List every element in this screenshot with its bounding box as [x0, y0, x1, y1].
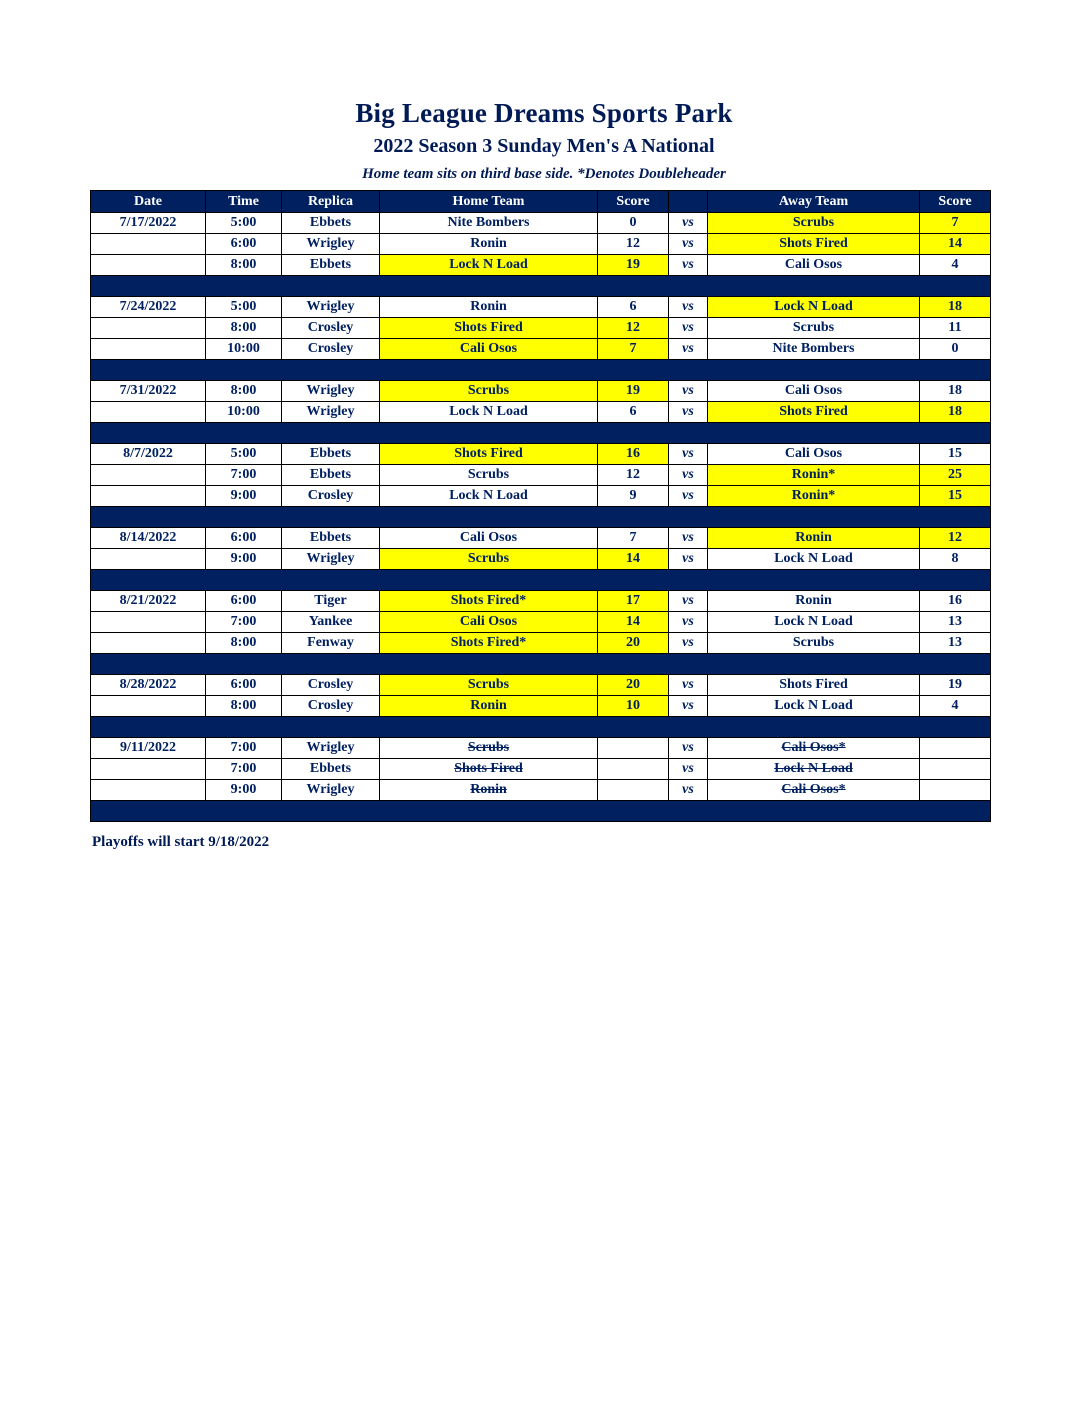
away-team-cell: Lock N Load — [708, 297, 920, 318]
game-row — [91, 759, 991, 780]
date-cell: 9/11/2022 — [91, 738, 206, 759]
away-team-cell: Cali Osos — [708, 444, 920, 465]
date-cell — [91, 255, 206, 276]
game-row — [91, 255, 991, 276]
time-cell: 7:00 — [206, 738, 282, 759]
vs-cell: vs — [669, 738, 708, 759]
game-row — [91, 612, 991, 633]
time-cell: 9:00 — [206, 486, 282, 507]
away-team-cell: Lock N Load — [708, 696, 920, 717]
separator-bar — [91, 570, 991, 591]
playoffs-footer-note: Playoffs will start 9/18/2022 — [92, 834, 270, 850]
date-cell — [91, 486, 206, 507]
away-score-cell: 15 — [920, 486, 991, 507]
vs-cell: vs — [669, 486, 708, 507]
away-team-cell: Ronin* — [708, 486, 920, 507]
vs-cell: vs — [669, 591, 708, 612]
column-header-score: Score — [598, 191, 669, 213]
away-score-cell: 13 — [920, 633, 991, 654]
replica-cell: Wrigley — [282, 402, 380, 423]
column-header-replica: Replica — [282, 191, 380, 213]
home-team-cell: Scrubs — [380, 465, 598, 486]
vs-cell: vs — [669, 633, 708, 654]
date-cell — [91, 549, 206, 570]
time-cell: 7:00 — [206, 612, 282, 633]
away-score-cell: 0 — [920, 339, 991, 360]
home-team-cell: Lock N Load — [380, 486, 598, 507]
date-cell — [91, 465, 206, 486]
home-score-cell: 19 — [598, 255, 669, 276]
away-score-cell: 16 — [920, 591, 991, 612]
home-score-cell — [598, 759, 669, 780]
home-score-cell — [598, 780, 669, 801]
time-cell: 6:00 — [206, 675, 282, 696]
column-header-time: Time — [206, 191, 282, 213]
schedule-table — [90, 190, 991, 822]
date-cell — [91, 759, 206, 780]
away-score-cell: 12 — [920, 528, 991, 549]
home-score-cell: 6 — [598, 297, 669, 318]
replica-cell: Crosley — [282, 486, 380, 507]
time-cell: 8:00 — [206, 381, 282, 402]
away-score-cell: 11 — [920, 318, 991, 339]
vs-cell: vs — [669, 759, 708, 780]
time-cell: 6:00 — [206, 528, 282, 549]
home-score-cell: 6 — [598, 402, 669, 423]
away-team-cell: Cali Osos — [708, 381, 920, 402]
replica-cell: Ebbets — [282, 528, 380, 549]
away-score-cell: 4 — [920, 255, 991, 276]
away-score-cell: 4 — [920, 696, 991, 717]
date-cell: 8/7/2022 — [91, 444, 206, 465]
home-team-cell: Shots Fired — [380, 759, 598, 780]
home-score-cell: 12 — [598, 234, 669, 255]
game-row — [91, 675, 991, 696]
away-team-cell: Lock N Load — [708, 759, 920, 780]
game-row — [91, 318, 991, 339]
away-score-cell — [920, 759, 991, 780]
home-score-cell: 20 — [598, 675, 669, 696]
column-header-away-team: Away Team — [708, 191, 920, 213]
home-team-cell: Scrubs — [380, 675, 598, 696]
game-row — [91, 780, 991, 801]
away-team-cell: Shots Fired — [708, 234, 920, 255]
game-row — [91, 297, 991, 318]
schedule-table-body — [91, 213, 991, 822]
home-score-cell: 14 — [598, 612, 669, 633]
replica-cell: Wrigley — [282, 780, 380, 801]
vs-cell: vs — [669, 318, 708, 339]
home-team-cell: Nite Bombers — [380, 213, 598, 234]
home-team-cell: Shots Fired — [380, 444, 598, 465]
time-cell: 5:00 — [206, 297, 282, 318]
replica-cell: Crosley — [282, 675, 380, 696]
away-score-cell: 15 — [920, 444, 991, 465]
home-score-cell: 7 — [598, 339, 669, 360]
date-cell — [91, 339, 206, 360]
home-score-cell: 10 — [598, 696, 669, 717]
home-score-cell: 16 — [598, 444, 669, 465]
home-score-cell: 0 — [598, 213, 669, 234]
separator-row — [91, 423, 991, 444]
date-cell — [91, 780, 206, 801]
time-cell: 8:00 — [206, 633, 282, 654]
date-cell: 7/31/2022 — [91, 381, 206, 402]
replica-cell: Wrigley — [282, 234, 380, 255]
home-score-cell: 7 — [598, 528, 669, 549]
replica-cell: Crosley — [282, 339, 380, 360]
date-cell — [91, 612, 206, 633]
away-score-cell: 7 — [920, 213, 991, 234]
game-row — [91, 381, 991, 402]
away-team-cell: Lock N Load — [708, 549, 920, 570]
separator-row — [91, 360, 991, 381]
column-header-vs-spacer — [669, 191, 708, 213]
home-score-cell: 19 — [598, 381, 669, 402]
page-title: Big League Dreams Sports Park — [355, 98, 733, 128]
replica-cell: Wrigley — [282, 297, 380, 318]
date-cell: 8/21/2022 — [91, 591, 206, 612]
away-score-cell: 13 — [920, 612, 991, 633]
home-team-cell: Cali Osos — [380, 612, 598, 633]
replica-cell: Ebbets — [282, 465, 380, 486]
away-team-cell: Nite Bombers — [708, 339, 920, 360]
away-score-cell: 19 — [920, 675, 991, 696]
away-score-cell — [920, 738, 991, 759]
game-row — [91, 234, 991, 255]
home-team-cell: Shots Fired — [380, 318, 598, 339]
away-score-cell — [920, 780, 991, 801]
time-cell: 5:00 — [206, 444, 282, 465]
vs-cell: vs — [669, 255, 708, 276]
separator-bar — [91, 360, 991, 381]
date-cell — [91, 633, 206, 654]
home-team-cell: Scrubs — [380, 549, 598, 570]
home-score-cell: 9 — [598, 486, 669, 507]
replica-cell: Ebbets — [282, 213, 380, 234]
replica-cell: Yankee — [282, 612, 380, 633]
vs-cell: vs — [669, 465, 708, 486]
separator-row — [91, 507, 991, 528]
away-team-cell: Shots Fired — [708, 402, 920, 423]
separator-row — [91, 654, 991, 675]
home-team-cell: Scrubs — [380, 738, 598, 759]
date-cell — [91, 234, 206, 255]
separator-row — [91, 717, 991, 738]
game-row — [91, 213, 991, 234]
home-score-cell: 20 — [598, 633, 669, 654]
home-team-cell: Ronin — [380, 234, 598, 255]
column-header-date: Date — [91, 191, 206, 213]
replica-cell: Crosley — [282, 696, 380, 717]
table-header-row — [91, 191, 991, 213]
home-score-cell: 12 — [598, 465, 669, 486]
separator-bar — [91, 654, 991, 675]
replica-cell: Tiger — [282, 591, 380, 612]
separator-bar — [91, 801, 991, 822]
date-cell: 8/28/2022 — [91, 675, 206, 696]
game-row — [91, 633, 991, 654]
separator-row — [91, 276, 991, 297]
replica-cell: Ebbets — [282, 444, 380, 465]
column-header-home-team: Home Team — [380, 191, 598, 213]
vs-cell: vs — [669, 297, 708, 318]
time-cell: 7:00 — [206, 465, 282, 486]
home-team-cell: Cali Osos — [380, 339, 598, 360]
vs-cell: vs — [669, 549, 708, 570]
away-score-cell: 18 — [920, 297, 991, 318]
replica-cell: Wrigley — [282, 738, 380, 759]
away-team-cell: Cali Osos — [708, 255, 920, 276]
game-row — [91, 528, 991, 549]
time-cell: 8:00 — [206, 255, 282, 276]
away-team-cell: Scrubs — [708, 213, 920, 234]
separator-bar — [91, 276, 991, 297]
home-team-note: Home team sits on third base side. *Denotes Doubleheader — [362, 166, 726, 182]
game-row — [91, 738, 991, 759]
separator-bar — [91, 423, 991, 444]
game-row — [91, 339, 991, 360]
home-team-cell: Cali Osos — [380, 528, 598, 549]
replica-cell: Wrigley — [282, 381, 380, 402]
time-cell: 6:00 — [206, 234, 282, 255]
game-row — [91, 402, 991, 423]
vs-cell: vs — [669, 675, 708, 696]
time-cell: 10:00 — [206, 402, 282, 423]
vs-cell: vs — [669, 381, 708, 402]
vs-cell: vs — [669, 780, 708, 801]
away-team-cell: Cali Osos* — [708, 780, 920, 801]
date-cell — [91, 696, 206, 717]
away-score-cell: 18 — [920, 402, 991, 423]
vs-cell: vs — [669, 213, 708, 234]
date-cell: 7/24/2022 — [91, 297, 206, 318]
vs-cell: vs — [669, 612, 708, 633]
date-cell — [91, 318, 206, 339]
separator-row — [91, 570, 991, 591]
time-cell: 8:00 — [206, 696, 282, 717]
away-score-cell: 25 — [920, 465, 991, 486]
away-team-cell: Ronin* — [708, 465, 920, 486]
game-row — [91, 486, 991, 507]
game-row — [91, 465, 991, 486]
home-score-cell: 12 — [598, 318, 669, 339]
time-cell: 10:00 — [206, 339, 282, 360]
column-header-score-away: Score — [920, 191, 991, 213]
home-team-cell: Scrubs — [380, 381, 598, 402]
away-score-cell: 14 — [920, 234, 991, 255]
replica-cell: Fenway — [282, 633, 380, 654]
separator-row — [91, 801, 991, 822]
separator-bar — [91, 507, 991, 528]
away-team-cell: Cali Osos* — [708, 738, 920, 759]
replica-cell: Ebbets — [282, 759, 380, 780]
away-team-cell: Scrubs — [708, 633, 920, 654]
away-team-cell: Ronin — [708, 591, 920, 612]
home-score-cell: 17 — [598, 591, 669, 612]
away-team-cell: Lock N Load — [708, 612, 920, 633]
home-team-cell: Lock N Load — [380, 255, 598, 276]
away-score-cell: 8 — [920, 549, 991, 570]
date-cell — [91, 402, 206, 423]
home-team-cell: Shots Fired* — [380, 591, 598, 612]
vs-cell: vs — [669, 444, 708, 465]
home-team-cell: Ronin — [380, 297, 598, 318]
game-row — [91, 444, 991, 465]
home-score-cell — [598, 738, 669, 759]
away-team-cell: Ronin — [708, 528, 920, 549]
vs-cell: vs — [669, 696, 708, 717]
time-cell: 5:00 — [206, 213, 282, 234]
date-cell: 8/14/2022 — [91, 528, 206, 549]
vs-cell: vs — [669, 528, 708, 549]
time-cell: 9:00 — [206, 780, 282, 801]
home-team-cell: Ronin — [380, 696, 598, 717]
vs-cell: vs — [669, 339, 708, 360]
game-row — [91, 549, 991, 570]
vs-cell: vs — [669, 234, 708, 255]
vs-cell: vs — [669, 402, 708, 423]
game-row — [91, 591, 991, 612]
date-cell: 7/17/2022 — [91, 213, 206, 234]
home-team-cell: Lock N Load — [380, 402, 598, 423]
home-score-cell: 14 — [598, 549, 669, 570]
time-cell: 9:00 — [206, 549, 282, 570]
replica-cell: Ebbets — [282, 255, 380, 276]
home-team-cell: Ronin — [380, 780, 598, 801]
game-row — [91, 696, 991, 717]
replica-cell: Crosley — [282, 318, 380, 339]
time-cell: 7:00 — [206, 759, 282, 780]
replica-cell: Wrigley — [282, 549, 380, 570]
separator-bar — [91, 717, 991, 738]
away-score-cell: 18 — [920, 381, 991, 402]
page-subtitle: 2022 Season 3 Sunday Men's A National — [373, 135, 715, 157]
home-team-cell: Shots Fired* — [380, 633, 598, 654]
away-team-cell: Scrubs — [708, 318, 920, 339]
time-cell: 8:00 — [206, 318, 282, 339]
time-cell: 6:00 — [206, 591, 282, 612]
away-team-cell: Shots Fired — [708, 675, 920, 696]
